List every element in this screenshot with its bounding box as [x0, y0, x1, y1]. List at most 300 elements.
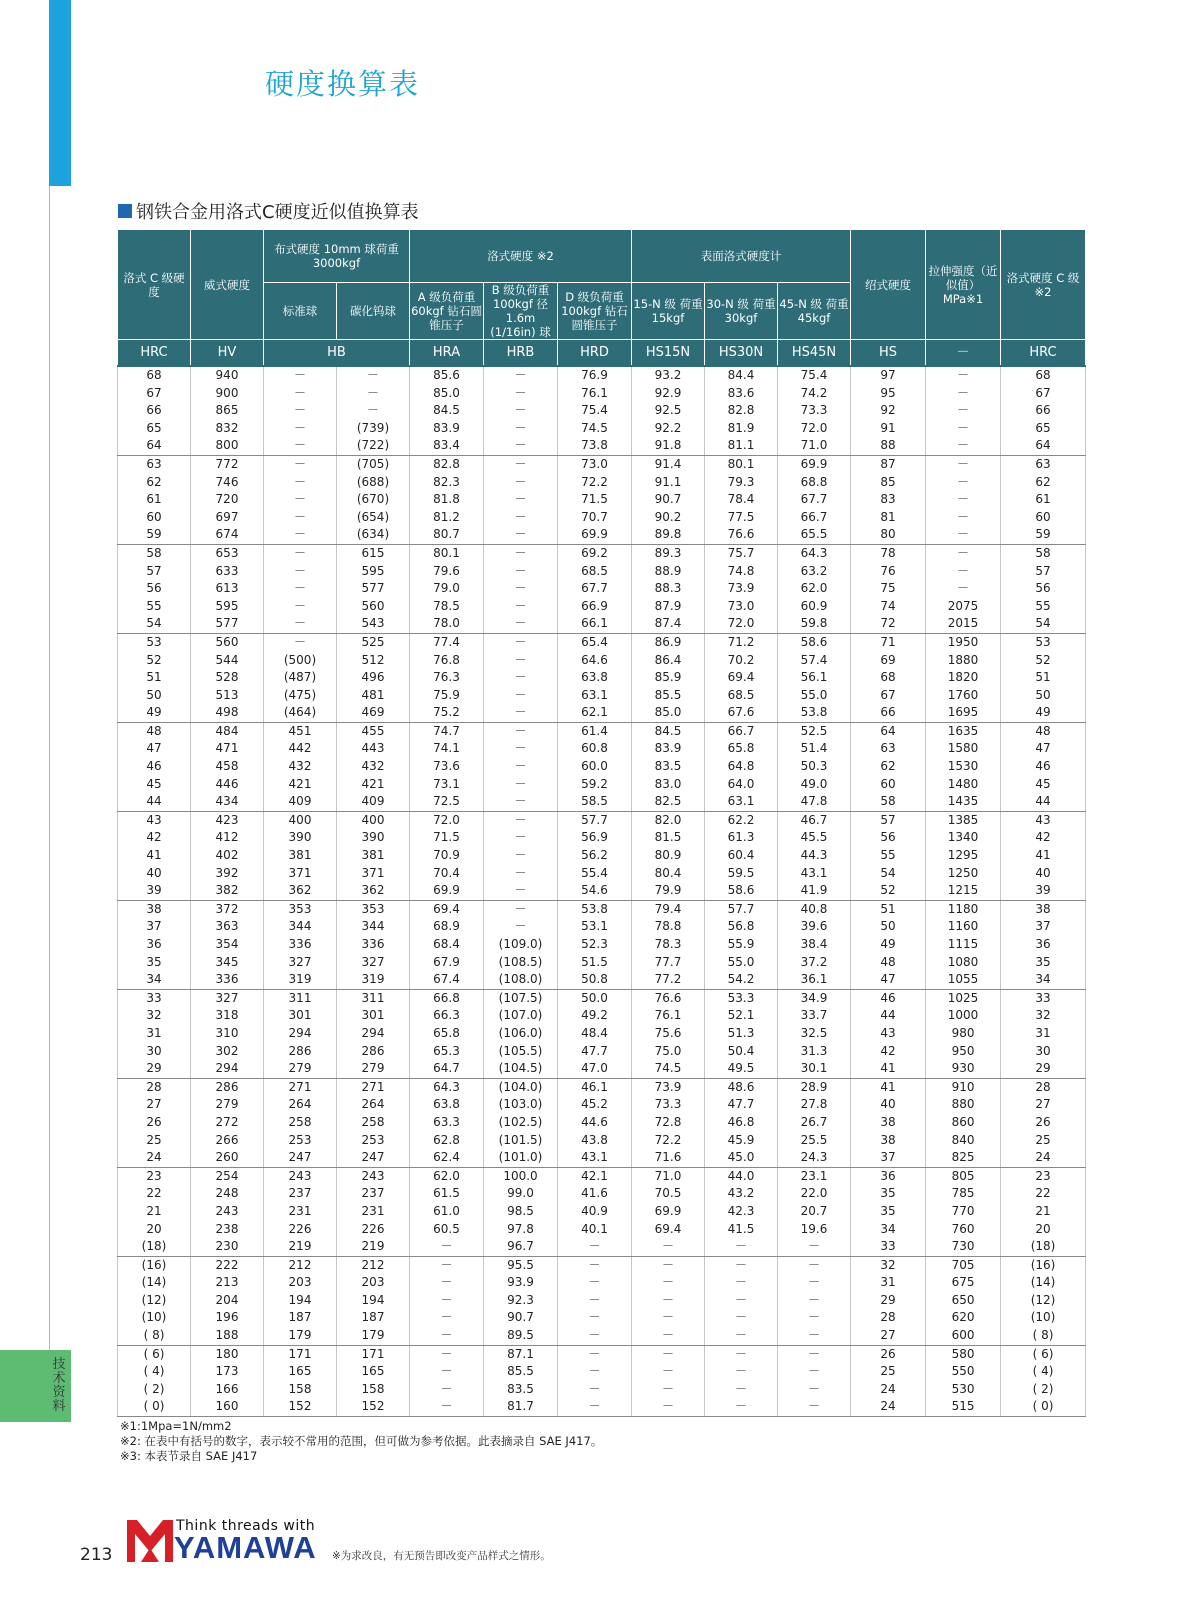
- table-cell: －: [778, 1309, 851, 1327]
- table-cell: (107.0): [484, 1007, 558, 1025]
- table-cell: －: [484, 793, 558, 811]
- table-cell: 77.5: [705, 509, 778, 527]
- logo-tagline: Think threads with: [176, 1518, 316, 1534]
- table-cell: 61: [1001, 491, 1086, 509]
- table-cell: (16): [1001, 1256, 1086, 1274]
- table-cell: 286: [337, 1043, 410, 1061]
- table-cell: 64: [851, 722, 926, 740]
- table-cell: －: [484, 740, 558, 758]
- table-row: [118, 652, 1086, 670]
- table-cell: 19.6: [778, 1221, 851, 1239]
- table-cell: 41.6: [558, 1185, 632, 1203]
- table-cell: 50.3: [778, 758, 851, 776]
- unit-hs15n: HS15N: [632, 340, 705, 367]
- table-cell: 231: [264, 1203, 337, 1221]
- table-cell: ( 6): [1001, 1345, 1086, 1363]
- table-cell: 53.1: [558, 918, 632, 936]
- table-cell: 37: [118, 918, 191, 936]
- table-cell: －: [484, 918, 558, 936]
- table-cell: 171: [337, 1345, 410, 1363]
- table-cell: 44: [851, 1007, 926, 1025]
- table-cell: 72.5: [410, 793, 484, 811]
- table-row: [118, 420, 1086, 438]
- table-cell: 83.9: [410, 420, 484, 438]
- table-cell: 254: [191, 1167, 264, 1185]
- table-cell: 85: [851, 474, 926, 492]
- table-cell: 30: [118, 1043, 191, 1061]
- table-cell: 72.0: [705, 615, 778, 633]
- table-cell: (739): [337, 420, 410, 438]
- table-cell: 62.2: [705, 811, 778, 829]
- table-cell: (14): [118, 1274, 191, 1292]
- unit-hrd: HRD: [558, 340, 632, 367]
- table-cell: 78.5: [410, 598, 484, 616]
- table-row: [118, 811, 1086, 829]
- table-cell: 51.3: [705, 1025, 778, 1043]
- table-cell: －: [632, 1309, 705, 1327]
- table-cell: 68: [1001, 366, 1086, 385]
- table-cell: －: [926, 366, 1001, 385]
- table-cell: 318: [191, 1007, 264, 1025]
- table-row: [118, 829, 1086, 847]
- table-cell: 64.3: [778, 544, 851, 562]
- table-cell: 653: [191, 544, 264, 562]
- table-cell: 50.4: [705, 1043, 778, 1061]
- table-cell: 44.0: [705, 1167, 778, 1185]
- table-cell: 34: [118, 971, 191, 989]
- table-cell: 65: [118, 420, 191, 438]
- table-cell: 60.8: [558, 740, 632, 758]
- table-row: [118, 687, 1086, 705]
- table-cell: 32.5: [778, 1025, 851, 1043]
- table-cell: －: [926, 437, 1001, 455]
- table-cell: 29: [851, 1292, 926, 1310]
- table-cell: 400: [264, 811, 337, 829]
- table-row: [118, 455, 1086, 473]
- table-cell: 327: [337, 954, 410, 972]
- table-cell: 66.3: [410, 1007, 484, 1025]
- table-cell: 301: [264, 1007, 337, 1025]
- table-cell: (475): [264, 687, 337, 705]
- table-cell: 40.1: [558, 1221, 632, 1239]
- header-hs: 绍式硬度: [851, 230, 926, 340]
- table-cell: 800: [191, 437, 264, 455]
- table-cell: 87.1: [484, 1345, 558, 1363]
- table-row: [118, 544, 1086, 562]
- table-cell: 78.3: [632, 936, 705, 954]
- table-cell: 24: [851, 1381, 926, 1399]
- table-cell: 279: [337, 1060, 410, 1078]
- table-cell: －: [778, 1381, 851, 1399]
- table-row: [118, 918, 1086, 936]
- table-cell: 30.1: [778, 1060, 851, 1078]
- table-cell: 344: [264, 918, 337, 936]
- table-cell: 79.6: [410, 563, 484, 581]
- footnotes: [120, 1419, 602, 1464]
- table-cell: 35: [118, 954, 191, 972]
- table-cell: 57.7: [705, 900, 778, 918]
- table-cell: 371: [264, 865, 337, 883]
- unit-tensile: －: [926, 340, 1001, 367]
- table-cell: 63.1: [558, 687, 632, 705]
- table-cell: 44.3: [778, 847, 851, 865]
- table-cell: 42: [1001, 829, 1086, 847]
- table-cell: 57.4: [778, 652, 851, 670]
- table-cell: 840: [926, 1132, 1001, 1150]
- table-row: [118, 1309, 1086, 1327]
- table-cell: 95.5: [484, 1256, 558, 1274]
- table-cell: 87: [851, 455, 926, 473]
- table-cell: －: [484, 776, 558, 794]
- table-cell: 69.9: [778, 455, 851, 473]
- table-row: [118, 989, 1086, 1007]
- table-cell: 45: [1001, 776, 1086, 794]
- table-cell: 237: [337, 1185, 410, 1203]
- table-cell: 48: [118, 722, 191, 740]
- table-cell: 62.0: [778, 580, 851, 598]
- table-row: [118, 1363, 1086, 1381]
- table-cell: 1115: [926, 936, 1001, 954]
- table-cell: 45.5: [778, 829, 851, 847]
- table-cell: 832: [191, 420, 264, 438]
- table-cell: 82.5: [632, 793, 705, 811]
- table-cell: 31: [1001, 1025, 1086, 1043]
- table-cell: 36: [118, 936, 191, 954]
- table-row: [118, 1398, 1086, 1416]
- table-cell: 60.0: [558, 758, 632, 776]
- table-cell: －: [558, 1256, 632, 1274]
- table-cell: －: [778, 1363, 851, 1381]
- table-cell: －: [778, 1256, 851, 1274]
- table-cell: －: [558, 1309, 632, 1327]
- table-cell: －: [926, 509, 1001, 527]
- table-cell: －: [264, 580, 337, 598]
- table-cell: －: [264, 509, 337, 527]
- table-cell: 68.5: [705, 687, 778, 705]
- table-cell: 212: [337, 1256, 410, 1274]
- table-cell: 432: [264, 758, 337, 776]
- table-cell: －: [778, 1292, 851, 1310]
- table-cell: －: [926, 455, 1001, 473]
- table-cell: 41.9: [778, 882, 851, 900]
- table-cell: 243: [191, 1203, 264, 1221]
- table-cell: 63: [851, 740, 926, 758]
- table-cell: 25.5: [778, 1132, 851, 1150]
- table-cell: 85.0: [410, 385, 484, 403]
- table-cell: 76.1: [558, 385, 632, 403]
- table-cell: 194: [337, 1292, 410, 1310]
- table-row: [118, 580, 1086, 598]
- unit-hs: HS: [851, 340, 926, 367]
- footnote-1: ※1:1Mpa=1N/mm2: [120, 1419, 232, 1433]
- table-cell: 48.6: [705, 1078, 778, 1096]
- header-hrd: D 级负荷重 100kgf 钻石圆锥压子: [558, 283, 632, 340]
- table-cell: －: [778, 1398, 851, 1416]
- table-cell: 196: [191, 1309, 264, 1327]
- table-cell: 61.3: [705, 829, 778, 847]
- table-cell: 100.0: [484, 1167, 558, 1185]
- table-cell: －: [410, 1345, 484, 1363]
- table-cell: 62: [118, 474, 191, 492]
- table-cell: 75.4: [778, 366, 851, 385]
- table-row: [118, 1203, 1086, 1221]
- table-cell: 279: [191, 1096, 264, 1114]
- table-cell: 272: [191, 1114, 264, 1132]
- table-cell: 63.3: [410, 1114, 484, 1132]
- table-cell: 49: [118, 704, 191, 722]
- table-cell: ( 2): [1001, 1381, 1086, 1399]
- table-cell: 421: [264, 776, 337, 794]
- table-cell: 56: [118, 580, 191, 598]
- table-cell: 69.9: [410, 882, 484, 900]
- table-cell: 264: [264, 1096, 337, 1114]
- table-cell: 85.9: [632, 669, 705, 687]
- table-cell: －: [264, 474, 337, 492]
- table-cell: 60.9: [778, 598, 851, 616]
- table-cell: 530: [926, 1381, 1001, 1399]
- table-cell: 327: [264, 954, 337, 972]
- table-row: [118, 1221, 1086, 1239]
- table-cell: －: [632, 1398, 705, 1416]
- table-cell: 613: [191, 580, 264, 598]
- table-cell: －: [484, 598, 558, 616]
- table-cell: 69.4: [705, 669, 778, 687]
- table-cell: 253: [264, 1132, 337, 1150]
- table-cell: －: [410, 1381, 484, 1399]
- table-cell: －: [484, 669, 558, 687]
- table-cell: 187: [337, 1309, 410, 1327]
- table-cell: 79.0: [410, 580, 484, 598]
- table-cell: (688): [337, 474, 410, 492]
- table-cell: －: [264, 544, 337, 562]
- table-cell: －: [264, 491, 337, 509]
- table-cell: 43.2: [705, 1185, 778, 1203]
- table-cell: 46: [1001, 758, 1086, 776]
- unit-hrc: HRC: [118, 340, 191, 367]
- table-cell: －: [484, 847, 558, 865]
- table-cell: 258: [337, 1114, 410, 1132]
- table-row: [118, 615, 1086, 633]
- table-row: [118, 474, 1086, 492]
- table-cell: 705: [926, 1256, 1001, 1274]
- table-cell: 633: [191, 563, 264, 581]
- table-cell: 58: [118, 544, 191, 562]
- table-cell: ( 8): [118, 1327, 191, 1345]
- table-cell: 62: [1001, 474, 1086, 492]
- table-cell: (14): [1001, 1274, 1086, 1292]
- table-cell: 96.7: [484, 1238, 558, 1256]
- table-cell: 173: [191, 1363, 264, 1381]
- table-cell: 222: [191, 1256, 264, 1274]
- table-cell: 746: [191, 474, 264, 492]
- table-cell: 40.8: [778, 900, 851, 918]
- table-cell: －: [632, 1345, 705, 1363]
- table-cell: ( 2): [118, 1381, 191, 1399]
- table-cell: 43: [118, 811, 191, 829]
- table-cell: 20.7: [778, 1203, 851, 1221]
- table-cell: －: [558, 1327, 632, 1345]
- table-cell: 73.1: [410, 776, 484, 794]
- table-row: [118, 1256, 1086, 1274]
- table-row: [118, 669, 1086, 687]
- table-cell: 311: [337, 989, 410, 1007]
- table-cell: (500): [264, 652, 337, 670]
- table-cell: 423: [191, 811, 264, 829]
- table-cell: 58.5: [558, 793, 632, 811]
- table-cell: －: [484, 402, 558, 420]
- table-cell: －: [484, 526, 558, 544]
- table-cell: 54.2: [705, 971, 778, 989]
- table-cell: 512: [337, 652, 410, 670]
- table-cell: 595: [337, 563, 410, 581]
- table-cell: 70.5: [632, 1185, 705, 1203]
- table-cell: 43: [851, 1025, 926, 1043]
- table-cell: 49: [1001, 704, 1086, 722]
- table-cell: 880: [926, 1096, 1001, 1114]
- header-carbide-ball: 碳化钨球: [337, 283, 410, 340]
- table-cell: 498: [191, 704, 264, 722]
- table-row: [118, 954, 1086, 972]
- table-cell: 77.4: [410, 633, 484, 651]
- table-cell: 62.1: [558, 704, 632, 722]
- table-cell: 294: [337, 1025, 410, 1043]
- table-cell: －: [410, 1327, 484, 1345]
- table-cell: 264: [337, 1096, 410, 1114]
- table-cell: 51.4: [778, 740, 851, 758]
- table-cell: 38: [851, 1132, 926, 1150]
- table-cell: 421: [337, 776, 410, 794]
- table-cell: (18): [118, 1238, 191, 1256]
- table-cell: 54: [1001, 615, 1086, 633]
- table-row: [118, 1060, 1086, 1078]
- table-cell: 336: [264, 936, 337, 954]
- table-cell: 32: [1001, 1007, 1086, 1025]
- table-row: [118, 509, 1086, 527]
- table-row: [118, 633, 1086, 651]
- table-cell: －: [926, 526, 1001, 544]
- table-cell: 88.3: [632, 580, 705, 598]
- table-cell: 53.3: [705, 989, 778, 1007]
- table-cell: 72.2: [558, 474, 632, 492]
- header-hv: 威式硬度: [191, 230, 264, 340]
- table-cell: －: [264, 402, 337, 420]
- table-cell: 43.1: [778, 865, 851, 883]
- table-cell: (107.5): [484, 989, 558, 1007]
- table-cell: 39: [1001, 882, 1086, 900]
- table-cell: 76.6: [632, 989, 705, 1007]
- table-cell: 372: [191, 900, 264, 918]
- table-cell: －: [558, 1274, 632, 1292]
- table-cell: 91.4: [632, 455, 705, 473]
- table-cell: 66.7: [778, 509, 851, 527]
- table-cell: 165: [264, 1363, 337, 1381]
- table-cell: 390: [337, 829, 410, 847]
- table-cell: 1295: [926, 847, 1001, 865]
- table-cell: 32: [851, 1256, 926, 1274]
- table-cell: 73.9: [705, 580, 778, 598]
- table-cell: ( 4): [118, 1363, 191, 1381]
- table-cell: 73.3: [632, 1096, 705, 1114]
- table-cell: 64.7: [410, 1060, 484, 1078]
- table-cell: 362: [264, 882, 337, 900]
- header-superficial: 表面洛式硬度计: [632, 230, 851, 283]
- table-cell: 72.8: [632, 1114, 705, 1132]
- table-cell: 203: [264, 1274, 337, 1292]
- table-row: [118, 971, 1086, 989]
- table-cell: 60.5: [410, 1221, 484, 1239]
- table-cell: 71.2: [705, 633, 778, 651]
- table-cell: 56.2: [558, 847, 632, 865]
- table-cell: 513: [191, 687, 264, 705]
- table-cell: 47: [1001, 740, 1086, 758]
- table-cell: 79.4: [632, 900, 705, 918]
- table-cell: 1635: [926, 722, 1001, 740]
- table-cell: 52.3: [558, 936, 632, 954]
- table-cell: 80: [851, 526, 926, 544]
- table-cell: 66.8: [410, 989, 484, 1007]
- table-cell: 805: [926, 1167, 1001, 1185]
- table-cell: 90.2: [632, 509, 705, 527]
- table-cell: －: [484, 563, 558, 581]
- table-cell: 56.1: [778, 669, 851, 687]
- table-cell: 560: [191, 633, 264, 651]
- header-brinell: 布式硬度 10mm 球荷重 3000kgf: [264, 230, 410, 283]
- table-cell: ( 0): [1001, 1398, 1086, 1416]
- table-cell: 381: [264, 847, 337, 865]
- table-cell: 87.9: [632, 598, 705, 616]
- table-cell: 28: [851, 1309, 926, 1327]
- table-cell: 68.9: [410, 918, 484, 936]
- table-cell: 770: [926, 1203, 1001, 1221]
- table-cell: 93.2: [632, 366, 705, 385]
- table-cell: 940: [191, 366, 264, 385]
- table-cell: 166: [191, 1381, 264, 1399]
- header-hrb: B 级负荷重 100kgf 径 1.6m (1/16in) 球: [484, 283, 558, 340]
- table-cell: －: [632, 1381, 705, 1399]
- table-cell: 30: [1001, 1043, 1086, 1061]
- table-cell: －: [926, 474, 1001, 492]
- table-cell: 28.9: [778, 1078, 851, 1096]
- table-cell: 81.8: [410, 491, 484, 509]
- table-cell: 560: [337, 598, 410, 616]
- table-cell: 188: [191, 1327, 264, 1345]
- table-cell: 43.1: [558, 1149, 632, 1167]
- table-cell: 226: [264, 1221, 337, 1239]
- table-cell: 74.2: [778, 385, 851, 403]
- table-cell: 71: [851, 633, 926, 651]
- table-cell: (16): [118, 1256, 191, 1274]
- table-cell: 33: [118, 989, 191, 1007]
- table-cell: 344: [337, 918, 410, 936]
- table-cell: (10): [118, 1309, 191, 1327]
- table-cell: 69.9: [632, 1203, 705, 1221]
- table-cell: 980: [926, 1025, 1001, 1043]
- table-cell: －: [484, 437, 558, 455]
- table-cell: 442: [264, 740, 337, 758]
- table-cell: 484: [191, 722, 264, 740]
- table-cell: 48: [1001, 722, 1086, 740]
- table-cell: 83.6: [705, 385, 778, 403]
- table-cell: 50: [851, 918, 926, 936]
- table-cell: 1025: [926, 989, 1001, 1007]
- table-row: [118, 776, 1086, 794]
- table-cell: 409: [337, 793, 410, 811]
- table-row: [118, 402, 1086, 420]
- table-cell: 78.8: [632, 918, 705, 936]
- table-cell: 760: [926, 1221, 1001, 1239]
- table-cell: 97.8: [484, 1221, 558, 1239]
- table-cell: 77.2: [632, 971, 705, 989]
